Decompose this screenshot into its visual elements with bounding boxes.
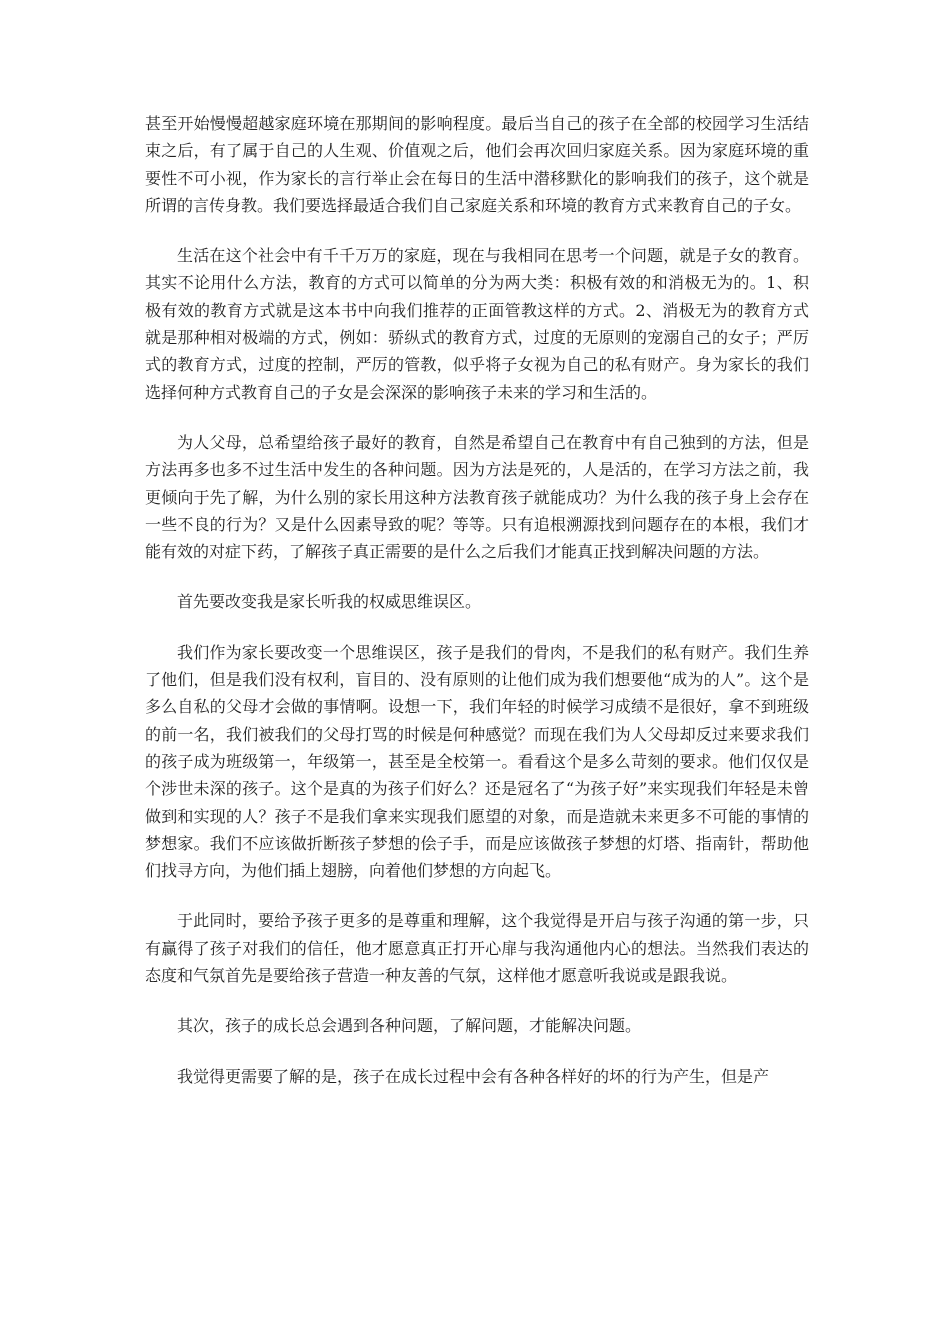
paragraph-6: 于此同时，要给予孩子更多的是尊重和理解，这个我觉得是开启与孩子沟通的第一步，只有赢得了孩子对我们的信任，他才愿意真正打开心扉与我沟通他内心的想法。当然我们表达的态度和气氛首先是要给孩子营造一种友善的气氛，这样他才愿意听我说或是跟我说。 (145, 911, 809, 986)
paragraph-8: 我觉得更需要了解的是，孩子在成长过程中会有各种各样好的坏的行为产生，但是产 (177, 1066, 770, 1086)
paragraph-1: 甚至开始慢慢超越家庭环境在那期间的影响程度。最后当自己的孩子在全部的校园学习生活结束之后，有了属于自己的人生观、价值观之后，他们会再次回归家庭关系。因为家庭环境的重要性不可小视，作为家长的言行举止会在每日的生活中潜移默化的影响我们的孩子，这个就是所谓的言传身教。我们要选择最适合我们自己家庭关系和环境的教育方式来教育自己的子女。 (145, 114, 809, 215)
document-body (145, 110, 809, 1113)
paragraph-7: 其次，孩子的成长总会遇到各种问题，了解问题，才能解决问题。 (177, 1016, 642, 1036)
paragraph-2: 生活在这个社会中有千千万万的家庭，现在与我相同在思考一个问题，就是子女的教育。其实不论用什么方法，教育的方式可以简单的分为两大类：积极有效的和消极无为的。1、积极有效的教育方式就是这本书中向我们推荐的正面管教这样的方式。2、消极无为的教育方式就是那种相对极端的方式，例如：骄纵式的教育方式，过度的无原则的宠溺自己的女子；严厉式的教育方式，过度的控制，严厉的管教，似乎将子女视为自己的私有财产。身为家长的我们选择何种方式教育自己的子女是会深深的影响孩子未来的学习和生活的。 (145, 246, 809, 402)
paragraph-5: 我们作为家长要改变一个思维误区，孩子是我们的骨肉，不是我们的私有财产。我们生养了他们，但是我们没有权利，盲目的、没有原则的让他们成为我们想要他“成为的人”。这个是多么自私的父母才会做的事情啊。设想一下，我们年轻的时候学习成绩不是很好，拿不到班级的前一名，我们被我们的父母打骂的时候是何种感觉？而现在我们为人父母却反过来要求我们的孩子成为班级第一，年级第一，甚至是全校第一。看看这个是多么苛刻的要求。他们仅仅是个涉世未深的孩子。这个是真的为孩子们好么？还是冠名了“为孩子好”来实现我们年轻是未曾做到和实现的人？孩子不是我们拿来实现我们愿望的对象，而是造就未来更多不可能的事情的梦想家。我们不应该做折断孩子梦想的侩子手，而是应该做孩子梦想的灯塔、指南针，帮助他们找寻方向，为他们插上翅膀，向着他们梦想的方向起飞。 (145, 642, 809, 881)
paragraph-3: 为人父母，总希望给孩子最好的教育，自然是希望自己在教育中有自己独到的方法，但是方法再多也多不过生活中发生的各种问题。因为方法是死的，人是活的，在学习方法之前，我更倾向于先了解，为什么别的家长用这种方法教育孩子就能成功？为什么我的孩子身上会存在一些不良的行为？又是什么因素导致的呢？等等。只有追根溯源找到问题存在的本根，我们才能有效的对症下药，了解孩子真正需要的是什么之后我们才能真正找到解决问题的方法。 (145, 432, 809, 562)
paragraph-4: 首先要改变我是家长听我的权威思维误区。 (177, 592, 482, 612)
